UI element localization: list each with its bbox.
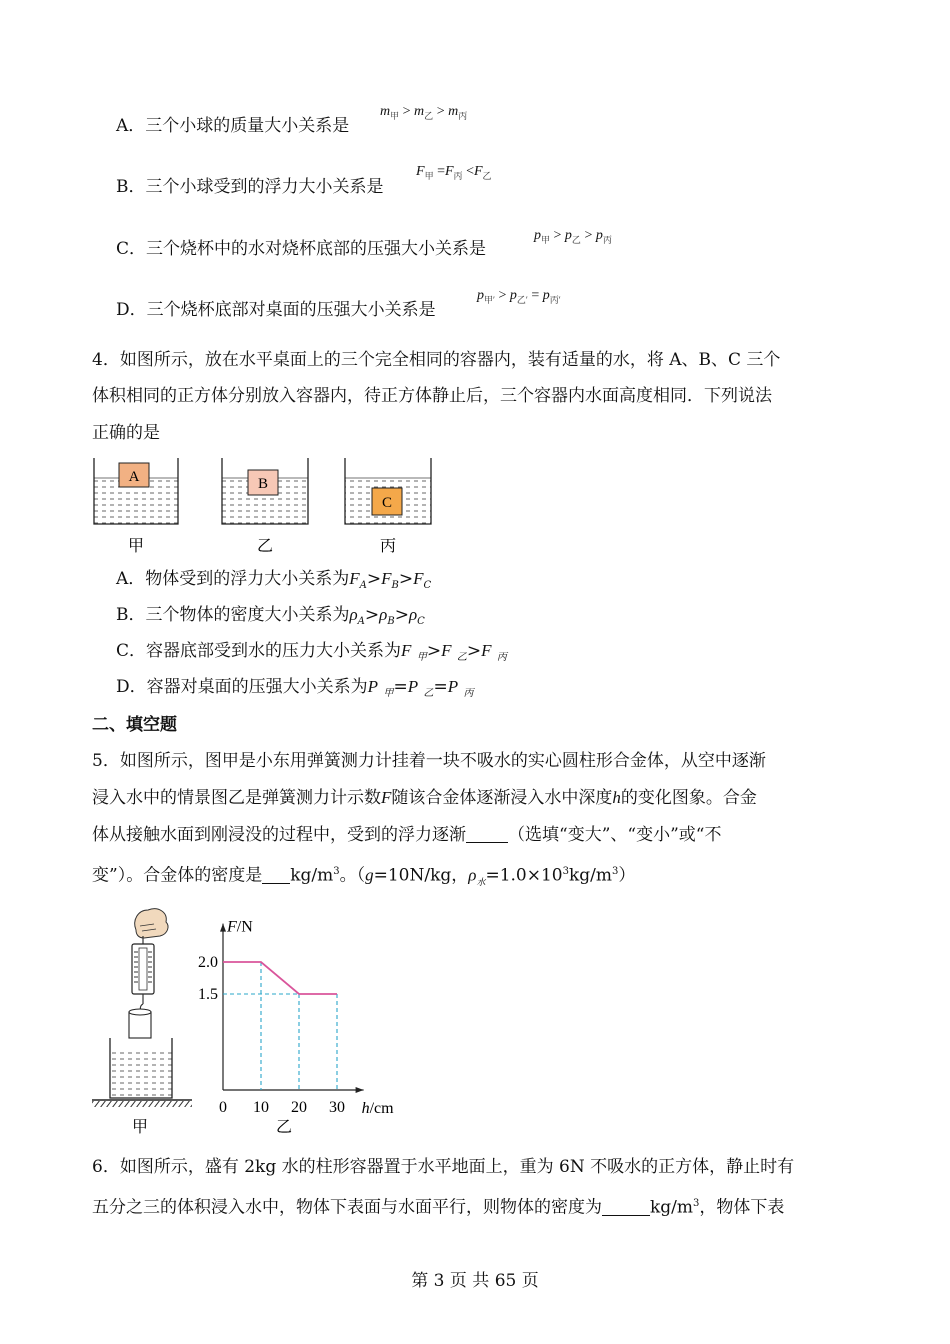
block-a-label: A [128, 469, 140, 485]
label-jia: 甲 [127, 538, 145, 555]
q4-option-a: A．物体受到的浮力大小关系为$F_A>F_B>F_C$ [116, 569, 432, 591]
q5-stem-line4: 变”）。合金体的密度是 $kg/m^3$。（g=10N/kg，$\rho_水=1.0\times 10^3kg/m^3$） [92, 865, 636, 888]
x-tick-label: 20 [291, 1099, 307, 1116]
q5-stem-line2: 浸入水中的情景图乙是弹簧测力计示数F随该合金体逐渐浸入水中深度h的变化图象。合金 [92, 788, 757, 808]
container-jia [94, 458, 178, 524]
block-b-label: B [257, 476, 269, 492]
y-tick-label: 2.0 [198, 954, 218, 971]
container-bing [345, 458, 431, 524]
q6-blank-1[interactable] [602, 1197, 650, 1216]
q3-option-a-math: $m_甲 > m_乙 > m_丙$ [380, 104, 468, 121]
x-tick-label: 10 [253, 1099, 269, 1116]
q5-blank-1[interactable] [466, 824, 508, 843]
label-yi: 乙 [256, 538, 274, 555]
section-heading-fill-blank: 二、填空题 [92, 715, 177, 735]
spring-scale-icon [132, 936, 154, 1012]
series-line [223, 962, 337, 994]
block-c-label: C [381, 495, 393, 511]
y-axis-arrow [220, 924, 226, 932]
label-jia: 甲 [131, 1119, 149, 1136]
alloy-cylinder [129, 1009, 151, 1038]
q4-option-c: C．容器底部受到水的压力大小关系为F $_甲$>F $_乙$>F $_丙$ [116, 641, 507, 663]
water-beaker [110, 1038, 172, 1098]
q4-stem-line2: 体积相同的正方体分别放入容器内，待正方体静止后，三个容器内水面高度相同．下列说法 [92, 386, 772, 406]
y-tick-label: 1.5 [198, 986, 218, 1003]
q5-blank-2[interactable] [262, 865, 290, 884]
q3-option-c: C．三个烧杯中的水对烧杯底部的压强大小关系是 [116, 239, 487, 259]
x-tick-label: 0 [219, 1099, 227, 1116]
label-bing: 丙 [379, 538, 397, 555]
q4-option-d: D．容器对桌面的压强大小关系为P $_甲$=P $_乙$=P $_丙$ [116, 677, 474, 699]
q3-option-b: B．三个小球受到的浮力大小关系是 [116, 177, 384, 197]
q4-stem-line1: 4．如图所示，放在水平桌面上的三个完全相同的容器内，装有适量的水，将 A、B、C 三个 [92, 350, 781, 370]
q3-option-d-math: $p_{甲'} > p_{乙'} = p_{丙'}$ [477, 288, 561, 305]
container-yi [222, 458, 308, 524]
x-axis-label: h/cm [361, 1100, 394, 1117]
y-axis-label: F/N [227, 918, 253, 936]
hand-icon [135, 909, 168, 938]
q3-option-b-math: $F_甲 =F_丙 <F_乙$ [416, 164, 492, 181]
q3-option-a: A．三个小球的质量大小关系是 [116, 116, 350, 136]
q3-option-d: D．三个烧杯底部对桌面的压强大小关系是 [116, 300, 436, 320]
q4-option-b: B．三个物体的密度大小关系为$\rho_A>\rho_B>\rho_C$ [116, 605, 425, 627]
x-tick-label: 30 [329, 1099, 345, 1116]
q4-stem-line3: 正确的是 [92, 423, 160, 443]
q6-stem-line1: 6．如图所示，盛有 2kg 水的柱形容器置于水平地面上，重为 6N 不吸水的正方体，静止时有 [92, 1157, 795, 1177]
page-footer: 第 3 页 共 65 页 [411, 1271, 539, 1291]
x-axis-arrow [356, 1087, 364, 1093]
q5-chart-yi [186, 918, 406, 1140]
q6-stem-line2: 五分之三的体积浸入水中，物体下表面与水面平行，则物体的密度为 $kg/m^3$，物体下表 [92, 1197, 785, 1218]
label-yi: 乙 [275, 1119, 293, 1136]
q3-option-c-math: $p_甲 > p_乙 > p_丙$ [534, 228, 612, 245]
q4-figure [86, 454, 446, 560]
q5-stem-line3: 体从接触水面到刚浸没的过程中，受到的浮力逐渐 （选填“变大”、“变小”或“不 [92, 825, 722, 845]
q5-stem-line1: 5．如图所示，图甲是小东用弹簧测力计挂着一块不吸水的实心圆柱形合金体，从空中逐渐 [92, 751, 766, 771]
